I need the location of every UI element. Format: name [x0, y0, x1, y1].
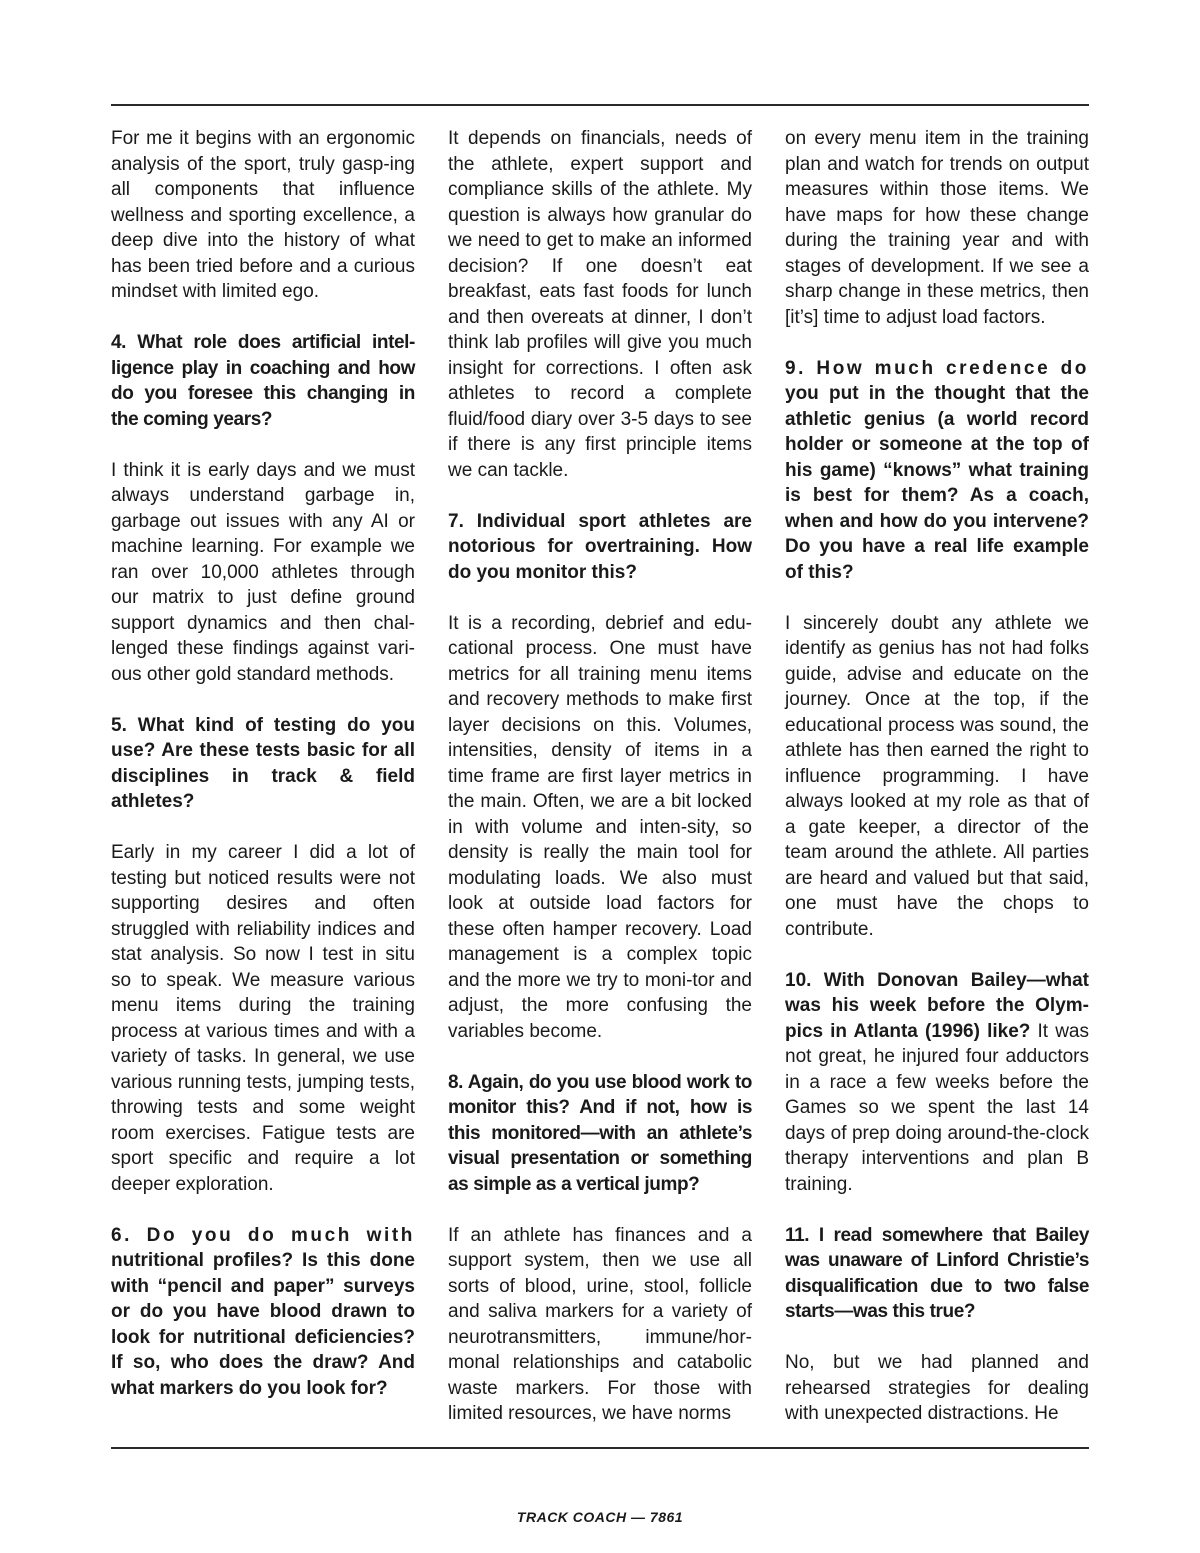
- answer-8-text: If an athlete has finances and a support system, then we use all sorts of blood, urine, stool, follicle and saliva markers for a variety of neurotransmitters, immune/hor-monal relationships and catabolic waste markers. For those with limited resources, we have norms: [448, 1224, 752, 1424]
- question-9: [785, 356, 1089, 586]
- page-footer: TRACK COACH — 7861: [516, 1509, 684, 1525]
- question-6-rest: nutritional profiles? Is this done with “pencil and paper” surveys or do you have blood drawn to look for nutritional deficiencies? If so, who does the draw? And what markers do you look for?: [111, 1250, 415, 1399]
- answer-5-text: Early in my career I did a lot of testing but noticed results were not supporting desires and often struggled with reliability indices and stat analysis. So now I test in situ so to speak. We measure various menu items during the training process at various times and with a variety of tasks. In general, we use various running tests, jumping tests, throwing tests and some weight room exercises. Fatigue tests are sport specific and require a lot deeper exploration.: [111, 842, 415, 1195]
- question-6: [111, 1223, 415, 1402]
- bottom-rule: [111, 1447, 1089, 1449]
- column-3: [785, 126, 1089, 1452]
- question-6-lead: 6. Do you do much with: [111, 1224, 415, 1246]
- article-columns: [111, 126, 1089, 1452]
- question-11: 11. I read somewhere that Bailey was unaware of Linford Christie’s disqualification due to two false starts—was this true?: [785, 1224, 1089, 1322]
- question-4: 4. What role does artificial intel-ligence play in coaching and how do you foresee this changing in the coming years?: [111, 332, 415, 430]
- question-10: 10. With Donovan Bailey—what was his week before the Olym-pics in Atlanta (1996) like?: [785, 969, 1089, 1042]
- answer-11-text: No, but we had planned and rehearsed strategies for dealing with unexpected distractions. He: [785, 1352, 1089, 1424]
- question-8: 8. Again, do you use blood work to monitor this? And if not, how is this monitored—with an athlete’s visual presentation or something as simple as a vertical jump?: [448, 1071, 752, 1195]
- question-5: 5. What kind of testing do you use? Are these tests basic for all disciplines in track & field athletes?: [111, 714, 415, 812]
- answer-3-text: For me it begins with an ergonomic analysis of the sport, truly gasp-ing all components that influence wellness and sporting excellence, a deep dive into the history of what has been tried before and a curious mindset with limited ego.: [111, 128, 415, 302]
- answer-6-text: It depends on financials, needs of the athlete, expert support and compliance skills of the athlete. My question is always how granular do we need to get to make an informed decision? If one doesn’t eat breakfast, eats fast foods for lunch and then overeats at dinner, I don’t think lab profiles will give you much insight for corrections. I often ask athletes to record a complete fluid/food diary over 3-5 days to see if there is any first principle items we can tackle.: [448, 128, 752, 481]
- answer-9-text: I sincerely doubt any athlete we identify as genius has not had folks guide, advise and educate on the journey. Once at the top, if the educational process was sound, the athlete has then earned the right to influence programming. I have always looked at my role as that of a gate keeper, a director of the team around the athlete. All parties are heard and valued but that said, one must have the chops to contribute.: [785, 612, 1089, 940]
- answer-4-text: I think it is early days and we must always understand garbage in, garbage out issues with any AI or machine learning. For example we ran over 10,000 athletes through our matrix to just define ground support dynamics and then chal-lenged these findings against vari-ous other gold standard methods.: [111, 459, 415, 685]
- answer-8-continued: on every menu item in the training plan and watch for trends on output measures within those items. We have maps for how these change during the training year and with stages of development. If we see a sharp change in these metrics, then [it’s] time to adjust load factors.: [785, 128, 1089, 328]
- question-7: 7. Individual sport athletes are notorious for overtraining. How do you monitor this?: [448, 510, 752, 583]
- answer-10-text: It was not great, he injured four adductors in a race a few weeks before the Games so we spent the last 14 days of prep doing around-the-clock therapy interventions and plan B training.: [785, 1020, 1089, 1195]
- answer-7-text: It is a recording, debrief and edu-cational process. One must have metrics for all training menu items and recovery methods to make first layer decisions on this. Volumes, intensities, density of items in a time frame are first layer metrics in the main. Often, we are a bit locked in with volume and inten-sity, so density is really the main tool for modulating loads. We also must look at outside load factors for these often hamper recovery. Load management is a complex topic and the more we try to moni-tor and adjust, the more confusing the variables become.: [448, 612, 752, 1042]
- column-2: [448, 126, 752, 1452]
- column-1: [111, 126, 415, 1452]
- question-10-block: [785, 968, 1089, 1198]
- question-9-rest: you put in the thought that the athletic genius (a world record holder or someone at the top of his game) “knows” what training is best for them? As a coach, when and how do you intervene? Do you have a real life example of this?: [785, 383, 1089, 583]
- top-rule: [111, 104, 1089, 106]
- question-9-lead: 9. How much credence do: [785, 357, 1089, 379]
